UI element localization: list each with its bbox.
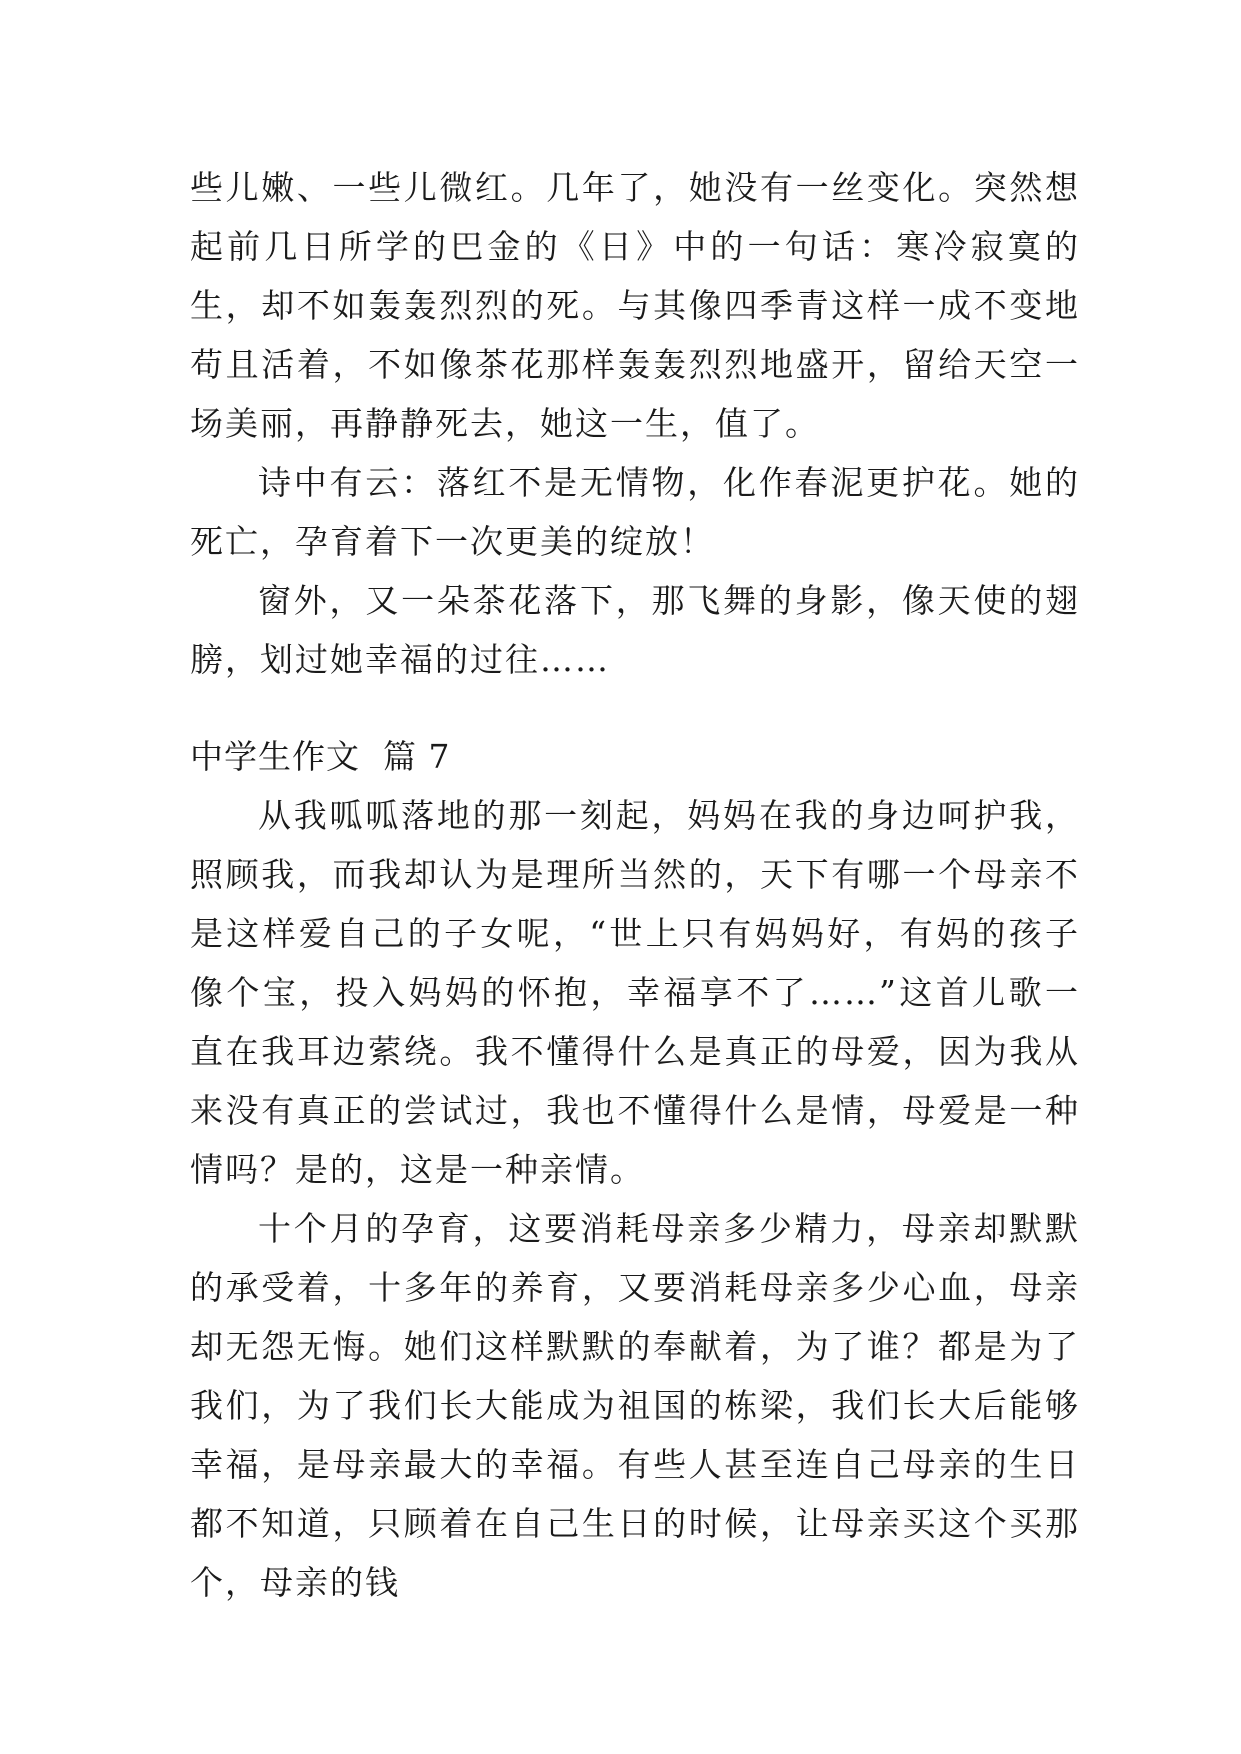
paragraph: 窗外，又一朵茶花落下，那飞舞的身影，像天使的翅膀，划过她幸福的过往……	[190, 581, 1080, 679]
paragraph: 诗中有云：落红不是无情物，化作春泥更护花。她的死亡，孕育着下一次更美的绽放！	[190, 463, 1080, 561]
paragraph-continuation: 些儿嫩、一些儿微红。几年了，她没有一丝变化。突然想起前几日所学的巴金的《日》中的一句话：寒冷寂寞的生，却不如轰轰烈烈的死。与其像四季青这样一成不变地苟且活着，不如像茶花那样轰轰烈烈地盛开，留给天空一场美丽，再静静死去，她这一生，值了。	[190, 168, 1080, 443]
document-body	[190, 158, 1080, 1612]
essay-section-title: 中学生作文 篇 7	[190, 737, 451, 776]
paragraph: 从我呱呱落地的那一刻起，妈妈在我的身边呵护我，照顾我，而我却认为是理所当然的，天下有哪一个母亲不是这样爱自己的子女呢，“世上只有妈妈好，有妈的孩子像个宝，投入妈妈的怀抱，幸福享不了……”这首儿歌一直在我耳边萦绕。我不懂得什么是真正的母爱，因为我从来没有真正的尝试过，我也不懂得什么是情，母爱是一种情吗？是的，这是一种亲情。	[190, 796, 1080, 1189]
paragraph: 十个月的孕育，这要消耗母亲多少精力，母亲却默默的承受着，十多年的养育，又要消耗母亲多少心血，母亲却无怨无悔。她们这样默默的奉献着，为了谁？都是为了我们，为了我们长大能成为祖国的栋梁，我们长大后能够幸福，是母亲最大的幸福。有些人甚至连自己母亲的生日都不知道，只顾着在自己生日的时候，让母亲买这个买那个，母亲的钱	[190, 1209, 1080, 1602]
